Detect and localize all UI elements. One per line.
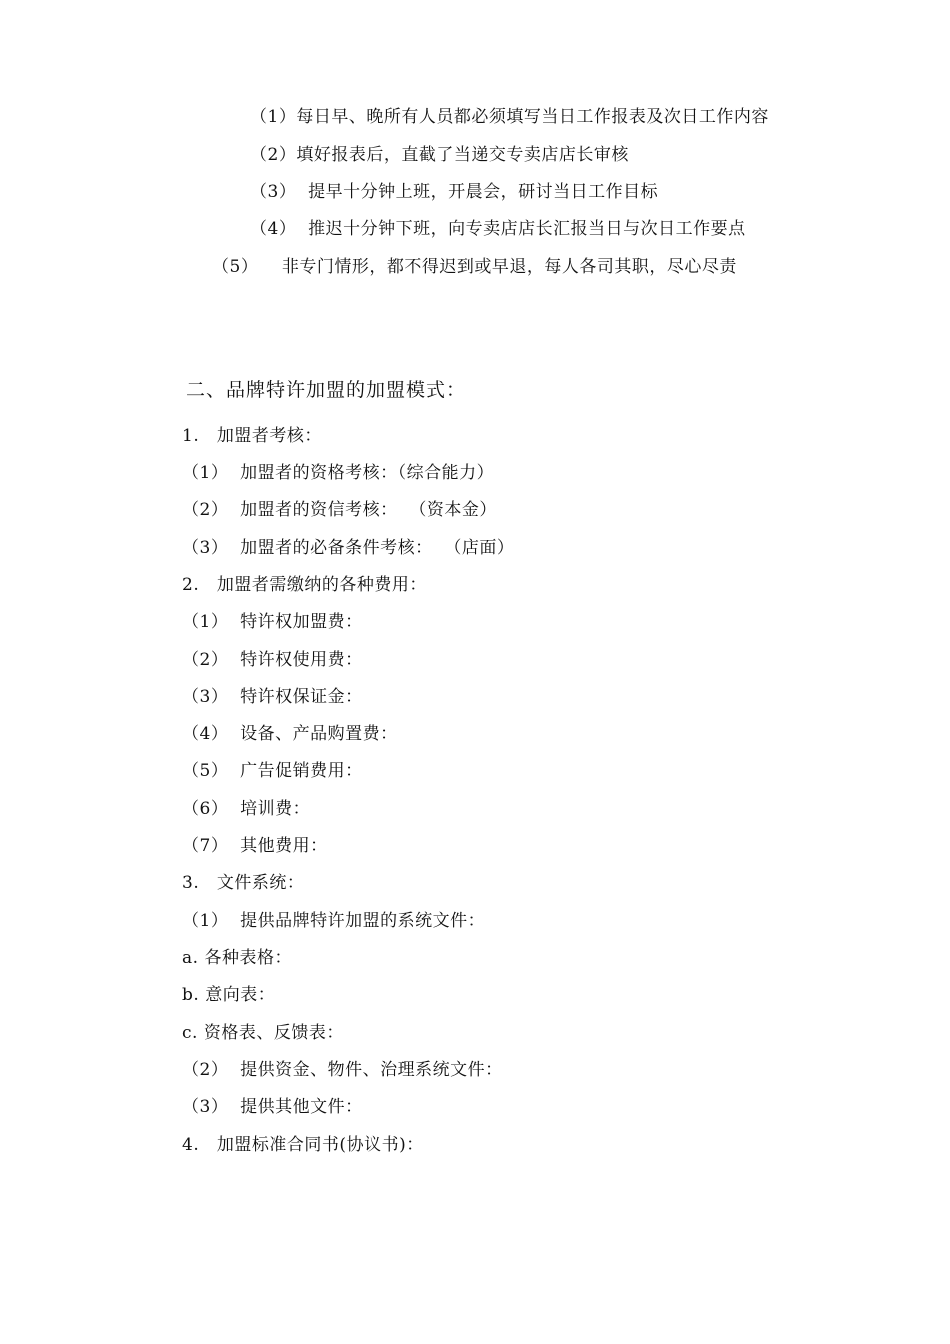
section-line-14: （1） 提供品牌特许加盟的系统文件：	[182, 911, 486, 931]
section-line-7: （2） 特许权使用费：	[182, 650, 363, 670]
section-line-18: （2） 提供资金、物件、治理系统文件：	[182, 1060, 503, 1080]
section-line-17: c. 资格表、反馈表：	[182, 1023, 344, 1043]
section-line-19: （3） 提供其他文件：	[182, 1097, 363, 1117]
section-line-11: （6） 培训费：	[182, 799, 311, 819]
top-list-item-3: （3） 提早十分钟上班，开晨会，研讨当日工作目标	[250, 182, 659, 202]
section-line-12: （7） 其他费用：	[182, 836, 328, 856]
section-line-6: （1） 特许权加盟费：	[182, 612, 363, 632]
section-line-3: （2） 加盟者的资信考核： （资本金）	[182, 500, 497, 520]
section-line-1: 1. 加盟者考核：	[182, 426, 322, 446]
section-line-8: （3） 特许权保证金：	[182, 687, 363, 707]
section-line-9: （4） 设备、产品购置费：	[182, 724, 398, 744]
section-line-13: 3. 文件系统：	[182, 873, 305, 893]
section-line-2: （1） 加盟者的资格考核：（综合能力）	[182, 463, 495, 483]
section-line-15: a. 各种表格：	[182, 948, 292, 968]
section-line-10: （5） 广告促销费用：	[182, 761, 363, 781]
section-heading: 二、品牌特许加盟的加盟模式：	[186, 379, 467, 401]
top-list-item-2: （2）填好报表后，直截了当递交专卖店店长审核	[250, 145, 629, 165]
top-list-item-5: （5） 非专门情形，都不得迟到或早退，每人各司其职，尽心尽责	[212, 257, 737, 277]
top-list-item-4: （4） 推迟十分钟下班，向专卖店店长汇报当日与次日工作要点	[250, 219, 746, 239]
section-line-4: （3） 加盟者的必备条件考核： （店面）	[182, 538, 515, 558]
section-line-5: 2. 加盟者需缴纳的各种费用：	[182, 575, 427, 595]
section-line-20: 4. 加盟标准合同书(协议书)：	[182, 1135, 424, 1155]
top-list-item-1: （1）每日早、晚所有人员都必须填写当日工作报表及次日工作内容	[250, 107, 769, 127]
section-line-16: b. 意向表：	[182, 985, 276, 1005]
